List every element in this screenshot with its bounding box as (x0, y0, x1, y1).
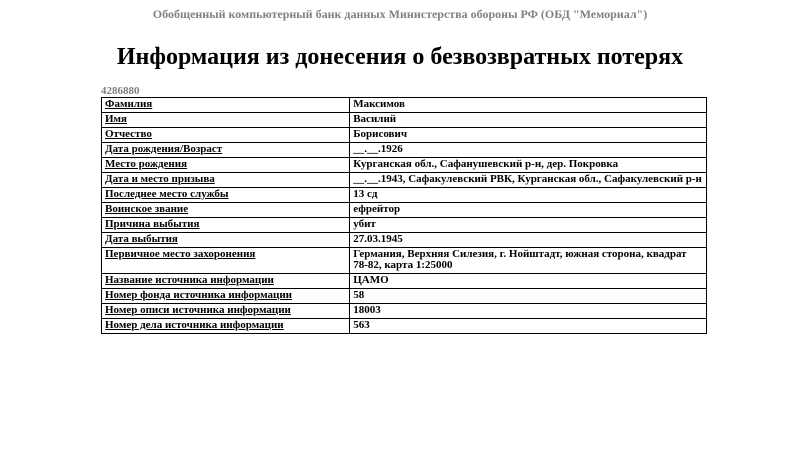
field-value: 27.03.1945 (350, 233, 707, 248)
table-row-loss-date (102, 233, 707, 248)
table-row-birth-date (102, 143, 707, 158)
field-value: Василий (350, 113, 707, 128)
table-row-surname (102, 98, 707, 113)
record-table (101, 97, 707, 334)
field-value: 18003 (350, 304, 707, 319)
field-value: Германия, Верхняя Силезия, г. Нойштадт, южная сторона, квадрат 78-82, карта 1:25000 (350, 248, 707, 274)
field-value: Максимов (350, 98, 707, 113)
field-label: Фамилия (102, 98, 350, 113)
table-row-inventory-number (102, 304, 707, 319)
source-header: Обобщенный компьютерный банк данных Министерства обороны РФ (ОБД "Мемориал") (152, 7, 648, 21)
field-value: 563 (350, 319, 707, 334)
table-row-rank (102, 203, 707, 218)
field-value: __.__.1943, Сафакулевский РВК, Курганская обл., Сафакулевский р-н (350, 173, 707, 188)
page-title: Информация из донесения о безвозвратных потерях (116, 44, 684, 70)
field-value: ефрейтор (350, 203, 707, 218)
field-label: Дата рождения/Возраст (102, 143, 350, 158)
field-label: Место рождения (102, 158, 350, 173)
table-row-patronymic (102, 128, 707, 143)
table-row-reason (102, 218, 707, 233)
field-value: ЦАМО (350, 274, 707, 289)
field-label: Последнее место службы (102, 188, 350, 203)
table-row-birth-place (102, 158, 707, 173)
field-label: Причина выбытия (102, 218, 350, 233)
table-row-first-name (102, 113, 707, 128)
field-label: Воинское звание (102, 203, 350, 218)
table-row-burial-place (102, 248, 707, 274)
field-value: Борисович (350, 128, 707, 143)
field-label: Первичное место захоронения (102, 248, 350, 274)
record-id: 4286880 (101, 85, 140, 97)
field-label: Номер дела источника информации (102, 319, 350, 334)
field-label: Отчество (102, 128, 350, 143)
field-label: Дата выбытия (102, 233, 350, 248)
table-row-source-name (102, 274, 707, 289)
field-label: Номер описи источника информации (102, 304, 350, 319)
field-value: __.__.1926 (350, 143, 707, 158)
table-row-file-number (102, 319, 707, 334)
field-label: Дата и место призыва (102, 173, 350, 188)
field-value: Курганская обл., Сафанушевский р-н, дер. Покровка (350, 158, 707, 173)
field-value: 13 сд (350, 188, 707, 203)
field-value: 58 (350, 289, 707, 304)
field-label: Имя (102, 113, 350, 128)
table-row-draft (102, 173, 707, 188)
field-label: Номер фонда источника информации (102, 289, 350, 304)
field-value: убит (350, 218, 707, 233)
field-label: Название источника информации (102, 274, 350, 289)
table-row-fund-number (102, 289, 707, 304)
table-row-last-service (102, 188, 707, 203)
